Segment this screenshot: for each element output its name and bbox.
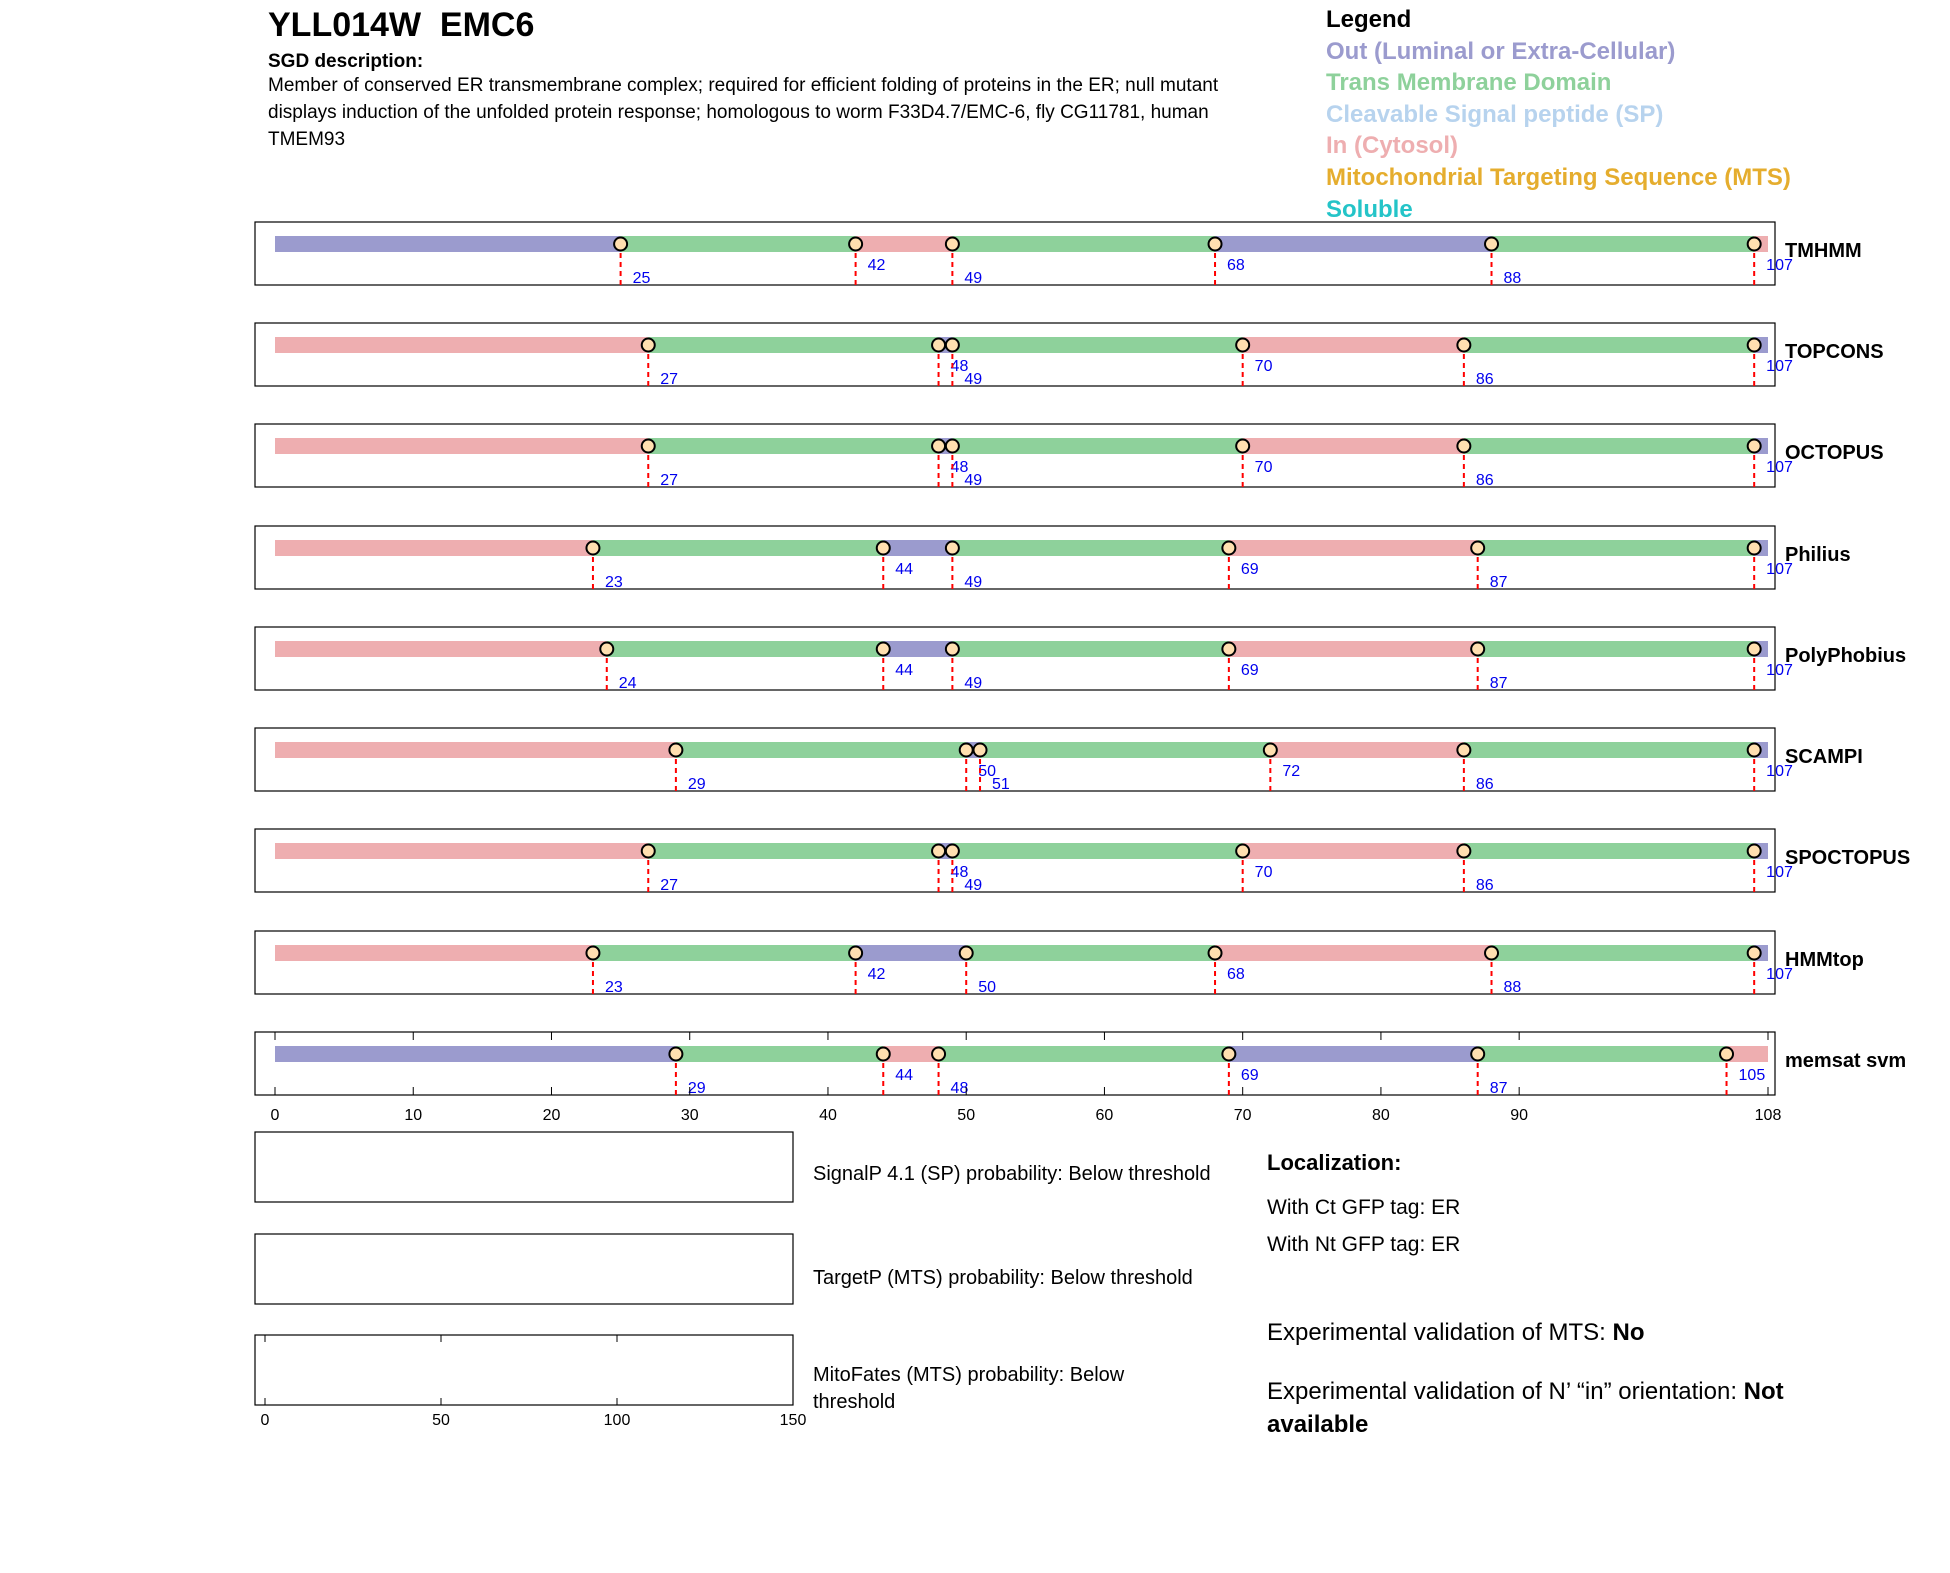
legend-soluble: Soluble (1326, 195, 1413, 223)
boundary-label: 23 (604, 574, 623, 591)
sgd-description-text: Member of conserved ER transmembrane complex; required for efficient folding of proteins in the ER; null mutant displays induction of the unfolded protein response; homologous to worm F33D4.7/EMC-6, fly CG11781, human TMEM93 (268, 75, 1219, 150)
boundary-marker (1222, 643, 1235, 656)
boundary-marker (1209, 238, 1222, 251)
boundary-label: 29 (687, 1080, 706, 1097)
segment-tm (1464, 742, 1754, 758)
segment-out (883, 641, 952, 657)
track-frame (255, 627, 1775, 690)
probability-panel (255, 1234, 793, 1304)
boundary-label: 29 (687, 776, 706, 793)
prob-x-tick-label: 100 (603, 1412, 631, 1429)
localization-heading: Localization: (1267, 1150, 1402, 1175)
track-frame (255, 728, 1775, 791)
boundary-label: 27 (660, 371, 679, 388)
x-tick-label: 90 (1510, 1107, 1529, 1124)
boundary-marker (1236, 339, 1249, 352)
segment-in (275, 945, 593, 961)
boundary-marker (932, 1048, 945, 1061)
boundary-marker (642, 845, 655, 858)
legend-title: Legend (1326, 6, 1412, 33)
boundary-marker (932, 339, 945, 352)
boundary-label: 27 (660, 472, 679, 489)
mts-validation-label: Experimental validation of MTS: (1267, 1319, 1613, 1346)
boundary-label: 68 (1227, 966, 1245, 983)
boundary-label: 50 (978, 763, 997, 780)
boundary-marker (1748, 947, 1761, 960)
legend-mts: Mitochondrial Targeting Sequence (MTS) (1326, 163, 1791, 191)
boundary-label: 88 (1503, 979, 1522, 996)
orientation-validation-label: Experimental validation of N’ “in” orientation: (1267, 1378, 1744, 1405)
boundary-marker (1222, 542, 1235, 555)
localization-ct: With Ct GFP tag: ER (1267, 1196, 1461, 1219)
segment-in (1270, 742, 1464, 758)
x-tick-label: 30 (680, 1107, 699, 1124)
segment-tm (1478, 641, 1754, 657)
segment-out (1229, 1046, 1478, 1062)
x-tick-label: 70 (1233, 1107, 1252, 1124)
boundary-marker (669, 744, 682, 757)
boundary-marker (946, 238, 959, 251)
boundary-label: 107 (1766, 257, 1793, 274)
track-frame (255, 222, 1775, 285)
boundary-label: 86 (1475, 877, 1494, 894)
boundary-marker (1471, 643, 1484, 656)
track-frame (255, 424, 1775, 487)
boundary-marker (849, 238, 862, 251)
boundary-label: 48 (950, 358, 969, 375)
boundary-label: 87 (1489, 675, 1508, 692)
boundary-label: 50 (978, 979, 997, 996)
segment-tm (952, 540, 1228, 556)
boundary-marker (586, 947, 599, 960)
segment-tm (952, 337, 1242, 353)
boundary-marker (642, 339, 655, 352)
segment-in (883, 1046, 938, 1062)
x-tick-label: 60 (1095, 1107, 1114, 1124)
boundary-marker (1748, 744, 1761, 757)
orientation-validation-value: Not available (1267, 1378, 1784, 1438)
segment-tm (593, 540, 883, 556)
mts-validation-value: No (1612, 1319, 1645, 1346)
boundary-label: 107 (1766, 662, 1793, 679)
segment-in (275, 843, 648, 859)
method-name: PolyPhobius (1785, 645, 1907, 667)
boundary-marker (1485, 947, 1498, 960)
segment-in (275, 742, 676, 758)
boundary-marker (946, 339, 959, 352)
segment-tm (952, 641, 1228, 657)
segment-tm (1464, 337, 1754, 353)
boundary-label: 42 (867, 257, 886, 274)
legend-out: Out (Luminal or Extra-Cellular) (1326, 37, 1676, 65)
segment-tm (621, 236, 856, 252)
boundary-marker (1720, 1048, 1733, 1061)
x-tick-label: 108 (1754, 1107, 1782, 1124)
segment-in (856, 236, 953, 252)
boundary-label: 70 (1254, 459, 1273, 476)
targetp-label: TargetP (MTS) probability: Below threshold (813, 1267, 1193, 1289)
x-tick-label: 40 (819, 1107, 837, 1124)
probability-panel (255, 1132, 793, 1202)
method-name: TMHMM (1785, 240, 1862, 262)
boundary-marker (586, 542, 599, 555)
legend-in: In (Cytosol) (1326, 132, 1458, 160)
boundary-marker (669, 1048, 682, 1061)
boundary-label: 88 (1503, 270, 1522, 287)
prob-x-tick-label: 0 (260, 1412, 270, 1429)
segment-in (1243, 438, 1464, 454)
boundary-label: 49 (964, 371, 983, 388)
boundary-label: 86 (1475, 776, 1494, 793)
boundary-label: 86 (1475, 371, 1494, 388)
boundary-marker (642, 440, 655, 453)
boundary-marker (946, 643, 959, 656)
method-name: memsat svm (1785, 1050, 1907, 1072)
boundary-label: 44 (895, 561, 914, 578)
x-tick-label: 50 (957, 1107, 976, 1124)
boundary-label: 107 (1766, 864, 1793, 881)
segment-in (1229, 641, 1478, 657)
x-tick-label: 10 (404, 1107, 423, 1124)
gene-title: YLL014W EMC6 (268, 6, 535, 44)
segment-tm (1464, 438, 1754, 454)
prob-x-tick-label: 50 (432, 1412, 450, 1429)
boundary-label: 24 (618, 675, 637, 692)
boundary-marker (1748, 542, 1761, 555)
legend-sp: Cleavable Signal peptide (SP) (1326, 100, 1664, 128)
segment-in (275, 438, 648, 454)
boundary-label: 48 (950, 459, 969, 476)
x-tick-label: 80 (1372, 1107, 1390, 1124)
boundary-label: 72 (1282, 763, 1301, 780)
boundary-label: 86 (1475, 472, 1494, 489)
segment-tm (952, 438, 1242, 454)
segment-in (275, 641, 607, 657)
boundary-label: 69 (1240, 662, 1259, 679)
signalp-label: SignalP 4.1 (SP) probability: Below threshold (813, 1163, 1211, 1185)
boundary-marker (1748, 440, 1761, 453)
method-name: OCTOPUS (1785, 442, 1884, 464)
boundary-label: 87 (1489, 1080, 1508, 1097)
boundary-marker (1457, 440, 1470, 453)
boundary-label: 107 (1766, 459, 1793, 476)
prob-x-tick-label: 150 (779, 1412, 807, 1429)
track-frame (255, 526, 1775, 589)
probability-panel (255, 1335, 793, 1405)
boundary-marker (1457, 339, 1470, 352)
boundary-marker (1236, 440, 1249, 453)
segment-in (1229, 540, 1478, 556)
boundary-label: 49 (964, 877, 983, 894)
boundary-marker (1236, 845, 1249, 858)
boundary-marker (974, 744, 987, 757)
track-frame (255, 829, 1775, 892)
boundary-marker (1485, 238, 1498, 251)
boundary-label: 49 (964, 574, 983, 591)
segment-tm (593, 945, 856, 961)
orientation-validation (1267, 1375, 1887, 1441)
boundary-label: 49 (964, 675, 983, 692)
boundary-marker (600, 643, 613, 656)
boundary-marker (946, 542, 959, 555)
boundary-marker (877, 1048, 890, 1061)
boundary-label: 70 (1254, 358, 1273, 375)
method-name: Philius (1785, 544, 1851, 566)
boundary-marker (1748, 643, 1761, 656)
boundary-label: 48 (950, 1080, 969, 1097)
boundary-label: 49 (964, 270, 983, 287)
boundary-marker (946, 440, 959, 453)
boundary-marker (877, 643, 890, 656)
boundary-label: 70 (1254, 864, 1273, 881)
boundary-marker (1748, 238, 1761, 251)
boundary-marker (960, 947, 973, 960)
boundary-label: 23 (604, 979, 623, 996)
segment-tm (648, 438, 938, 454)
boundary-label: 25 (632, 270, 651, 287)
sgd-description-heading: SGD description: (268, 51, 424, 72)
boundary-label: 51 (992, 776, 1010, 793)
segment-tm (1492, 236, 1755, 252)
x-tick-label: 0 (270, 1107, 280, 1124)
segment-tm (648, 843, 938, 859)
x-tick-label: 20 (542, 1107, 561, 1124)
boundary-marker (1471, 542, 1484, 555)
boundary-label: 48 (950, 864, 969, 881)
segment-tm (939, 1046, 1229, 1062)
boundary-label: 69 (1240, 561, 1259, 578)
boundary-marker (946, 845, 959, 858)
boundary-marker (1222, 1048, 1235, 1061)
segment-in (1243, 337, 1464, 353)
boundary-label: 27 (660, 877, 679, 894)
boundary-label: 44 (895, 1067, 914, 1084)
segment-out (275, 236, 621, 252)
boundary-marker (1457, 744, 1470, 757)
boundary-label: 107 (1766, 561, 1793, 578)
track-frame (255, 931, 1775, 994)
boundary-marker (1471, 1048, 1484, 1061)
boundary-label: 107 (1766, 763, 1793, 780)
boundary-marker (1264, 744, 1277, 757)
segment-tm (676, 742, 966, 758)
segment-tm (676, 1046, 883, 1062)
segment-out (1215, 236, 1491, 252)
method-name: TOPCONS (1785, 341, 1884, 363)
localization-nt: With Nt GFP tag: ER (1267, 1233, 1461, 1256)
boundary-marker (1209, 947, 1222, 960)
boundary-label: 87 (1489, 574, 1508, 591)
segment-tm (1478, 1046, 1727, 1062)
segment-tm (1478, 540, 1754, 556)
segment-tm (952, 236, 1215, 252)
segment-tm (1464, 843, 1754, 859)
method-name: SPOCTOPUS (1785, 847, 1911, 869)
segment-tm (648, 337, 938, 353)
segment-in (275, 337, 648, 353)
boundary-label: 107 (1766, 966, 1793, 983)
segment-tm (952, 843, 1242, 859)
boundary-label: 69 (1240, 1067, 1259, 1084)
boundary-marker (1457, 845, 1470, 858)
method-name: HMMtop (1785, 949, 1864, 971)
boundary-marker (614, 238, 627, 251)
boundary-marker (1748, 845, 1761, 858)
segment-in (1215, 945, 1491, 961)
track-frame (255, 323, 1775, 386)
segment-tm (966, 945, 1215, 961)
segment-out (275, 1046, 676, 1062)
segment-tm (607, 641, 883, 657)
segment-out (883, 540, 952, 556)
boundary-label: 49 (964, 472, 983, 489)
boundary-marker (932, 845, 945, 858)
segment-out (856, 945, 967, 961)
boundary-marker (877, 542, 890, 555)
boundary-label: 68 (1227, 257, 1245, 274)
boundary-label: 44 (895, 662, 914, 679)
mitofates-label: MitoFates (MTS) probability: Below threshold (813, 1364, 1125, 1413)
boundary-marker (932, 440, 945, 453)
track-frame (255, 1032, 1775, 1095)
boundary-label: 107 (1766, 358, 1793, 375)
segment-tm (980, 742, 1270, 758)
segment-tm (1492, 945, 1755, 961)
boundary-label: 42 (867, 966, 886, 983)
boundary-label: 105 (1738, 1067, 1766, 1084)
boundary-marker (1748, 339, 1761, 352)
method-name: SCAMPI (1785, 746, 1863, 768)
boundary-marker (849, 947, 862, 960)
segment-in (275, 540, 593, 556)
mts-validation (1267, 1316, 1887, 1349)
legend-tm: Trans Membrane Domain (1326, 69, 1612, 97)
boundary-marker (960, 744, 973, 757)
segment-in (1243, 843, 1464, 859)
